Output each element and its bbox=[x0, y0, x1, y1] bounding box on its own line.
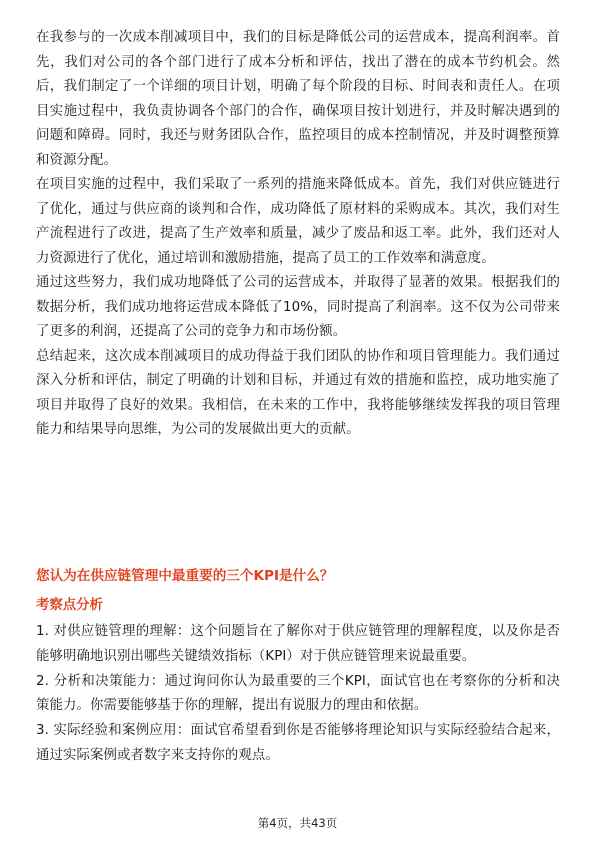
analysis-item-3: 3. 实际经验和案例应用：面试官希望看到你是否能够将理论知识与实际经验结合起来，通过实际案例或者数字来支持你的观点。 bbox=[36, 723, 560, 763]
analysis-item-2: 2. 分析和决策能力：通过询问你认为最重要的三个KPI，面试官也在考察你的分析和决策能力。你需要能够基于你的理解，提出有说服力的理由和依据。 bbox=[36, 673, 560, 714]
answer-paragraph-2: 在项目实施的过程中，我们采取了一系列的措施来降低成本。首先，我们对供应链进行了优化，通过与供应商的谈判和合作，成功降低了原材料的采购成本。其次，我们对生产流程进行了改进，提高了生产效率和质量，减少了废品和返工率。此外，我们还对人力资源进行了优化，通过培训和激励措施，提高了员工的工作效率和满意度。 bbox=[36, 177, 560, 266]
interview-question: 您认为在供应链管理中最重要的三个KPI是什么？ bbox=[36, 568, 334, 584]
answer-paragraph-1: 在我参与的一次成本削减项目中，我们的目标是降低公司的运营成本，提高利润率。首先，我们对公司的各个部门进行了成本分析和评估，找出了潜在的成本节约机会。然后，我们制定了一个详细的项目计划，明确了每个阶段的目标、时间表和责任人。在项目实施过程中，我负责协调各个部门的合作，确保项目按计划进行，并及时解决遇到的问题和障碍。同时，我还与财务团队合作，监控项目的成本控制情况，并及时调整预算和资源分配。 bbox=[36, 30, 560, 168]
analysis-item-1: 1. 对供应链管理的理解：这个问题旨在了解你对于供应链管理的理解程度，以及你是否能够明确地识别出哪些关键绩效指标（KPI）对于供应链管理来说最重要。 bbox=[36, 624, 560, 664]
analysis-list bbox=[36, 620, 560, 769]
section-title: 考察点分析 bbox=[36, 598, 103, 613]
answer-body bbox=[36, 26, 560, 443]
answer-paragraph-3: 通过这些努力，我们成功地降低了公司的运营成本，并取得了显著的效果。根据我们的数据分析，我们成功地将运营成本降低了10%，同时提高了利润率。这不仅为公司带来了更多的利润，还提高了公司的竞争力和市场份额。 bbox=[36, 275, 560, 339]
page-number: 第4页，共43页 bbox=[257, 816, 338, 830]
answer-paragraph-4: 总结起来，这次成本削减项目的成功得益于我们团队的协作和项目管理能力。我们通过深入分析和评估，制定了明确的计划和目标，并通过有效的措施和监控，成功地实施了项目并取得了良好的效果。我相信，在未来的工作中，我将能够继续发挥我的项目管理能力和结果导向思维，为公司的发展做出更大的贡献。 bbox=[36, 348, 560, 437]
